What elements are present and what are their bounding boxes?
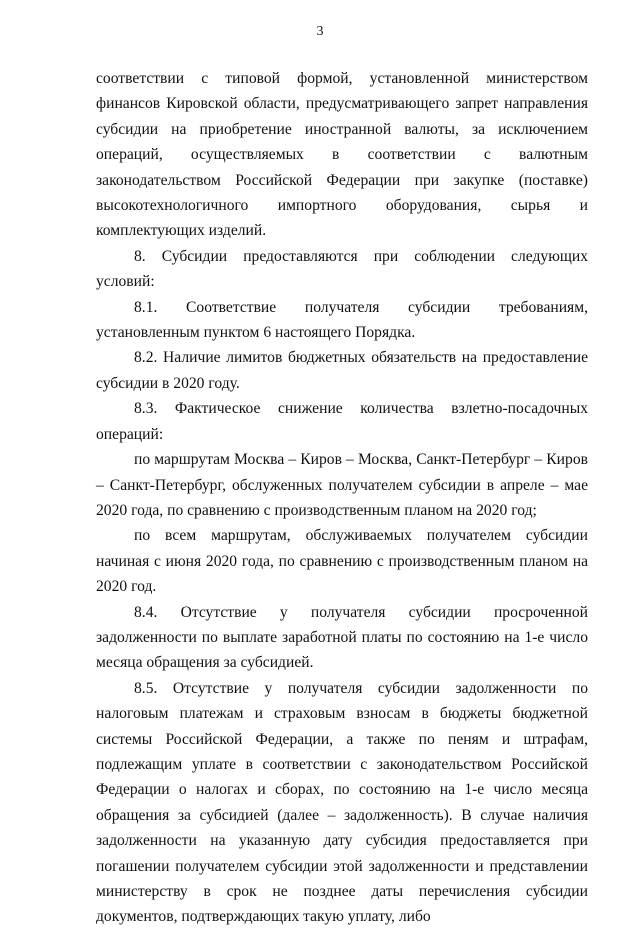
paragraph-8-3-all-routes: по всем маршрутам, обслуживаемых получателем субсидии начиная с июня 2020 года, по сравнению с производственным планом на 2020 год.: [96, 527, 588, 596]
paragraph-8-3-routes-moscow-spb: по маршрутам Москва – Киров – Москва, Санкт-Петербург – Киров – Санкт-Петербург, обслуженных получателем субсидии в апреле – мае 2020 года, по сравнению с производственным планом на 2020 год;: [96, 451, 588, 519]
paragraph-8-5: 8.5. Отсутствие у получателя субсидии задолженности по налоговым платежам и страховым взносам в бюджеты бюджетной системы Российской Федерации, а также по пеням и штрафам, подлежащим уплате в соответствии с законодательством Российской Федерации о налогах и сборах, по состоянию на 1-е число месяца обращения за субсидией (далее – задолженность). В случае наличия задолженности на указанную дату субсидия предоставляется при погашении получателем субсидии этой задолженности и представлении министерству в срок не позднее даты перечисления субсидии документов, подтверждающих такую уплату, либо: [96, 679, 588, 926]
paragraph-8-2: 8.2. Наличие лимитов бюджетных обязательств на предоставление субсидии в 2020 году.: [96, 349, 588, 392]
paragraph-8-3: 8.3. Фактическое снижение количества взлетно-посадочных операций:: [96, 400, 588, 443]
paragraph-8-1: 8.1. Соответствие получателя субсидии требованиям, установленным пунктом 6 настоящего Порядка.: [96, 298, 588, 342]
paragraph-continuation: соответствии с типовой формой, установленной министерством финансов Кировской области, предусматривающего запрет направления субсидии на приобретение иностранной валюты, за исключением операций, осуществляемых в соответствии с валютным законодательством Российской Федерации при закупке (поставке) высокотехнологичного импортного оборудования, сырья и комплектующих изделий.: [96, 70, 588, 240]
page-number: 3: [316, 24, 324, 39]
paragraph-8: 8. Субсидии предоставляются при соблюдении следующих условий:: [96, 247, 588, 291]
document-body: [96, 66, 588, 930]
paragraph-8-4: 8.4. Отсутствие у получателя субсидии просроченной задолженности по выплате заработной платы по состоянию на 1-е число месяца обращения за субсидией.: [96, 603, 588, 672]
